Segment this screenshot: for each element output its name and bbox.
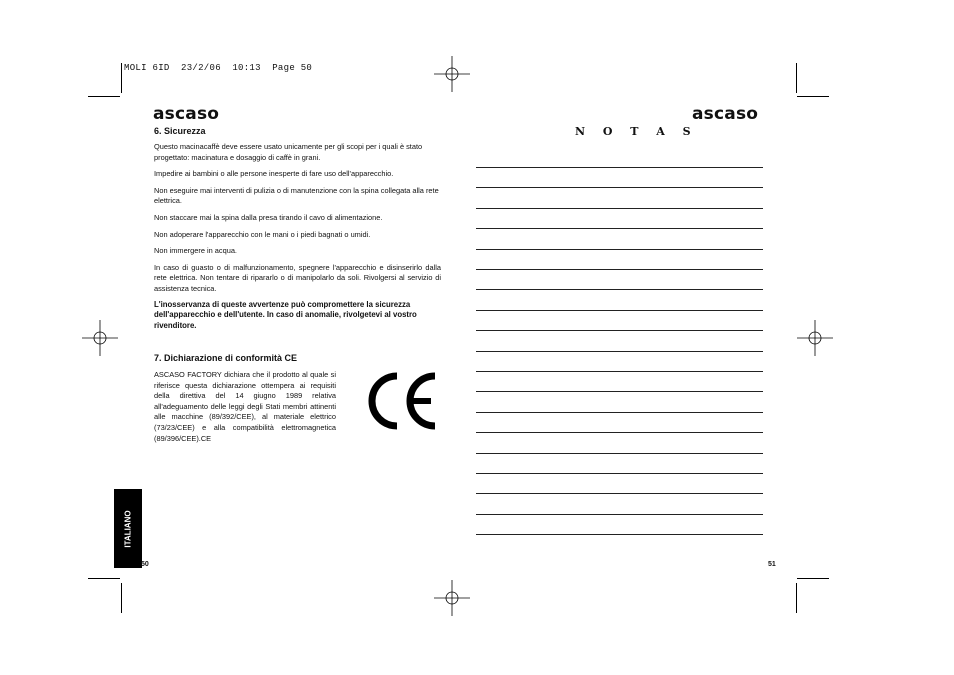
language-tab-label: ITALIANO bbox=[123, 509, 133, 548]
note-line bbox=[476, 432, 763, 433]
ascaso-logo: ascaso bbox=[692, 104, 759, 124]
crop-mark bbox=[88, 96, 120, 97]
section-6-body bbox=[154, 142, 441, 332]
paragraph: In caso di guasto o di malfunzionamento, spegnere l'apparecchio e disinserirlo dalla rete elettrica. Non tentare di ripararlo o di manipolarlo da soli. Rivolgersi al servizio di assistenza tecnica. bbox=[154, 262, 441, 293]
warning-text: L'inosservanza di queste avvertenze può compromettere la sicurezza dell'apparecchio e dell'utente. In caso di anomalie, rivolgetevi al vostro rivenditore. bbox=[154, 299, 417, 331]
crop-mark bbox=[797, 578, 829, 579]
crop-mark bbox=[796, 583, 797, 613]
paragraph: Non staccare mai la spina dalla presa tirando il cavo di alimentazione. bbox=[154, 212, 383, 222]
note-line bbox=[476, 514, 763, 515]
note-line bbox=[476, 330, 763, 331]
section-7-body bbox=[154, 370, 336, 444]
section-6-heading: 6. Sicurezza bbox=[154, 126, 206, 136]
paragraph: Questo macinacaffè deve essere usato unicamente per gli scopi per i quali è stato progettato: macinatura e dosaggio di caffè in grani. bbox=[154, 142, 423, 162]
note-line bbox=[476, 269, 763, 270]
registration-mark-icon bbox=[434, 56, 470, 92]
paragraph: ASCASO FACTORY dichiara che il prodotto al quale si riferisce questa dichiarazione ottempera ai requisiti della direttiva del 14 giugno 1989 relativa all'adeguamento delle leggi degli Stati membri attinenti alle macchine (89/392/CEE), al materiale elettrico (73/23/CEE) e alla compatibilità elettromagnetica (89/396/CEE).CE bbox=[154, 370, 336, 443]
note-line bbox=[476, 228, 763, 229]
crop-mark bbox=[121, 63, 122, 93]
note-line bbox=[476, 351, 763, 352]
ce-mark-icon bbox=[365, 372, 439, 430]
crop-mark bbox=[796, 63, 797, 93]
print-info: MOLI 6ID 23/2/06 10:13 Page 50 bbox=[124, 63, 313, 73]
crop-mark bbox=[797, 96, 829, 97]
note-line bbox=[476, 412, 763, 413]
paragraph: Non adoperare l'apparecchio con le mani o i piedi bagnati o umidi. bbox=[154, 229, 371, 239]
registration-mark-icon bbox=[434, 580, 470, 616]
crop-mark bbox=[121, 583, 122, 613]
registration-mark-icon bbox=[797, 320, 833, 356]
crop-mark bbox=[88, 578, 120, 579]
section-7-heading: 7. Dichiarazione di conformità CE bbox=[154, 353, 298, 363]
note-line bbox=[476, 167, 763, 168]
paragraph: Non immergere in acqua. bbox=[154, 246, 237, 256]
note-line bbox=[476, 391, 763, 392]
note-line bbox=[476, 493, 763, 494]
paragraph: Impedire ai bambini o alle persone inesperte di fare uso dell'apparecchio. bbox=[154, 169, 394, 179]
page-number-left: 50 bbox=[141, 561, 149, 568]
note-line bbox=[476, 453, 763, 454]
note-line bbox=[476, 187, 763, 188]
note-line bbox=[476, 310, 763, 311]
language-tab bbox=[114, 489, 142, 568]
note-line bbox=[476, 473, 763, 474]
note-line bbox=[476, 289, 763, 290]
ascaso-logo: ascaso bbox=[153, 104, 220, 124]
notas-title: N O T A S bbox=[575, 125, 698, 138]
note-line bbox=[476, 208, 763, 209]
page-number-right: 51 bbox=[768, 561, 776, 568]
registration-mark-icon bbox=[82, 320, 118, 356]
note-line bbox=[476, 249, 763, 250]
note-line bbox=[476, 371, 763, 372]
paragraph: Non eseguire mai interventi di pulizia o di manutenzione con la spina collegata alla rete elettrica. bbox=[154, 185, 439, 206]
note-line bbox=[476, 534, 763, 535]
